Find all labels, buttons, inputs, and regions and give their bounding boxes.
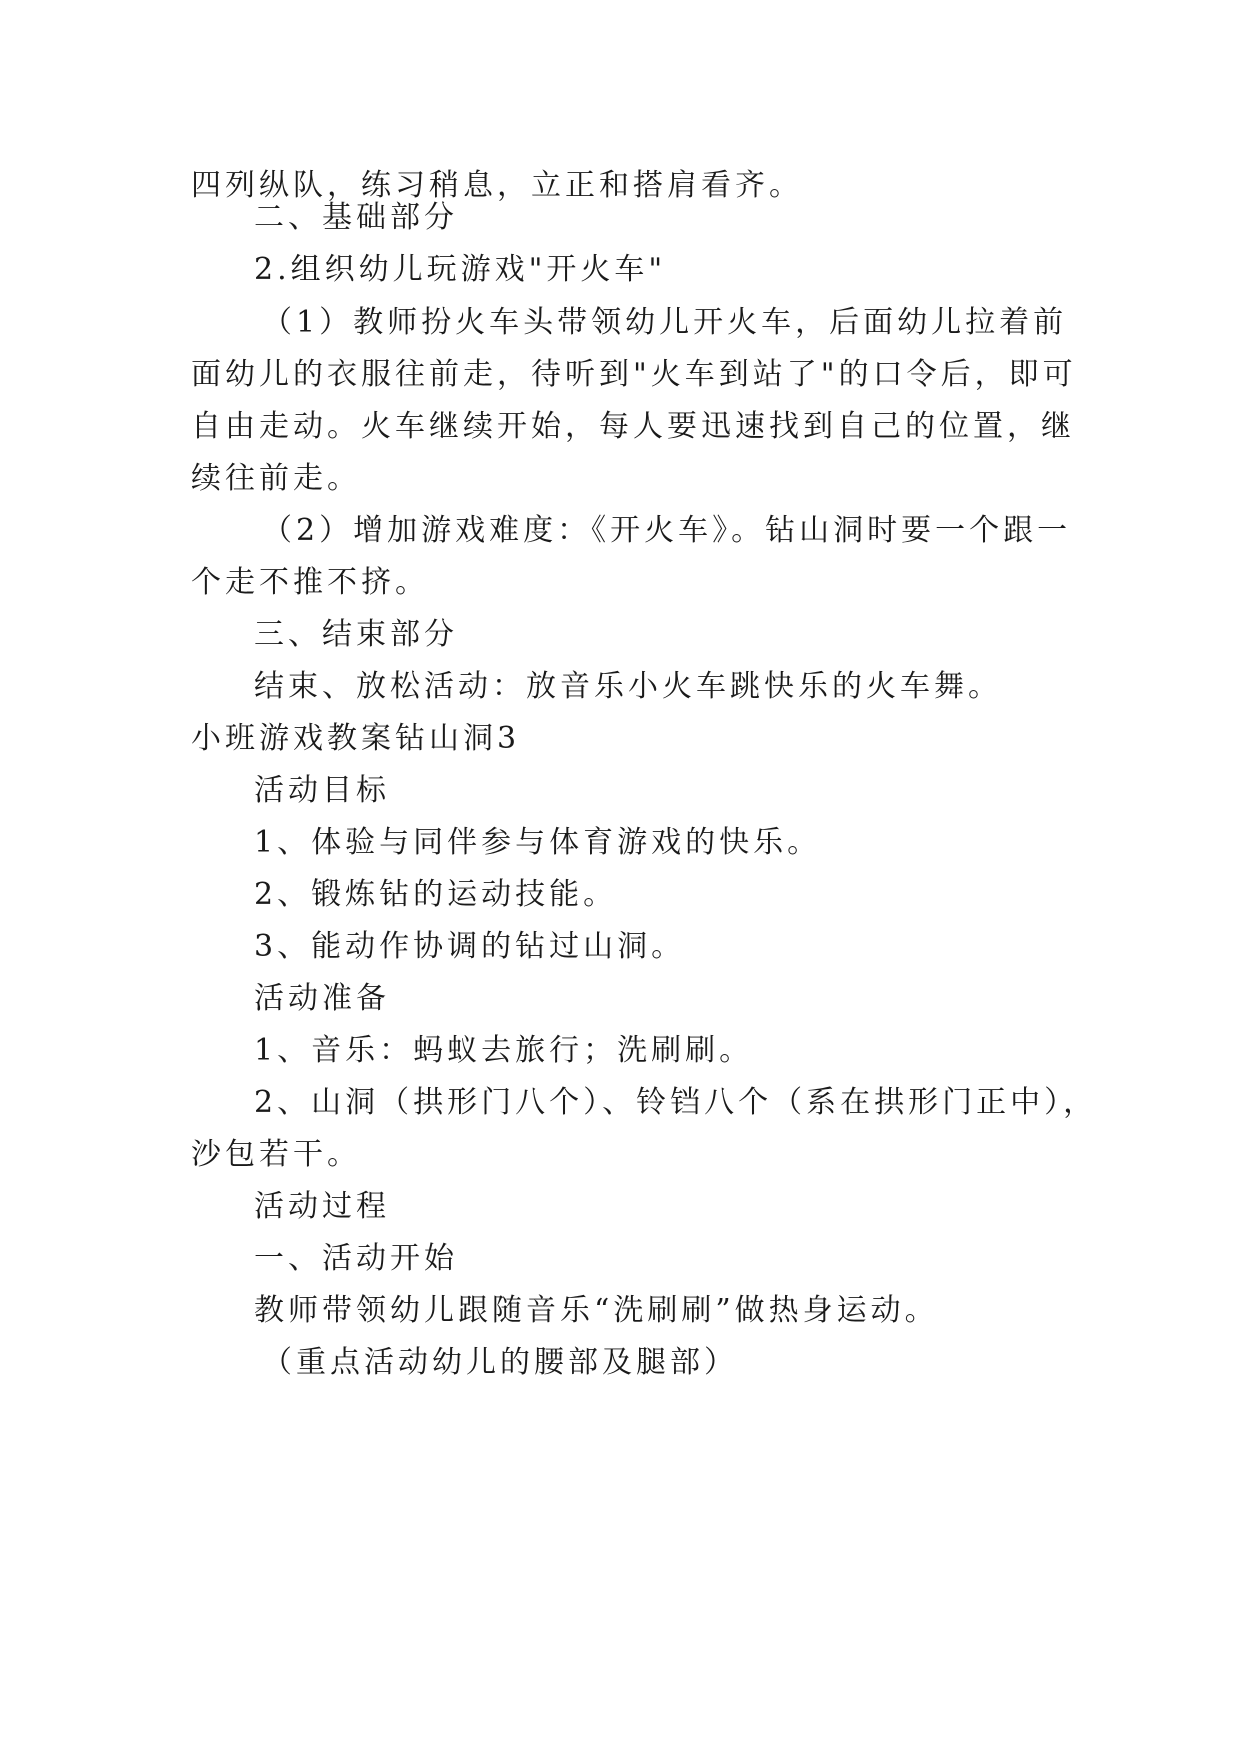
paragraph-line: （2）增加游戏难度：《开火车》。钻山洞时要一个跟一 bbox=[262, 513, 1072, 548]
list-item: 1、体验与同伴参与体育游戏的快乐。 bbox=[254, 825, 822, 860]
section-heading: 活动目标 bbox=[254, 773, 390, 808]
section-heading: 活动过程 bbox=[254, 1189, 390, 1224]
paragraph-line: 结束、放松活动：放音乐小火车跳快乐的火车舞。 bbox=[254, 669, 1002, 704]
document-title: 小班游戏教案钻山洞3 bbox=[191, 721, 521, 756]
list-item: 3、能动作协调的钻过山洞。 bbox=[254, 929, 686, 964]
section-heading: 二、基础部分 bbox=[254, 200, 458, 235]
section-heading: 三、结束部分 bbox=[254, 617, 458, 652]
paragraph-line: 面幼儿的衣服往前走，待听到"火车到站了"的口令后，即可 bbox=[191, 357, 1077, 392]
paragraph-line: （重点活动幼儿的腰部及腿部） bbox=[262, 1345, 738, 1380]
paragraph-line: 教师带领幼儿跟随音乐“洗刷刷”做热身运动。 bbox=[254, 1293, 939, 1328]
paragraph-line: 四列纵队，练习稍息，立正和搭肩看齐。 bbox=[191, 168, 803, 203]
list-item: 2、山洞（拱形门八个）、铃铛八个（系在拱形门正中）， bbox=[254, 1085, 1098, 1120]
paragraph-line: 自由走动。火车继续开始，每人要迅速找到自己的位置，继 bbox=[191, 409, 1075, 444]
paragraph-line: （1）教师扮火车头带领幼儿开火车，后面幼儿拉着前 bbox=[262, 305, 1068, 340]
paragraph-line: 个走不推不挤。 bbox=[191, 565, 429, 600]
paragraph-line: 续往前走。 bbox=[191, 461, 361, 496]
list-item: 1、音乐：蚂蚁去旅行；洗刷刷。 bbox=[254, 1033, 754, 1068]
subsection-heading: 2.组织幼儿玩游戏"开火车" bbox=[254, 252, 667, 287]
paragraph-line: 沙包若干。 bbox=[191, 1137, 361, 1172]
section-heading: 一、活动开始 bbox=[254, 1241, 458, 1276]
list-item: 2、锻炼钻的运动技能。 bbox=[254, 877, 618, 912]
section-heading: 活动准备 bbox=[254, 981, 390, 1016]
